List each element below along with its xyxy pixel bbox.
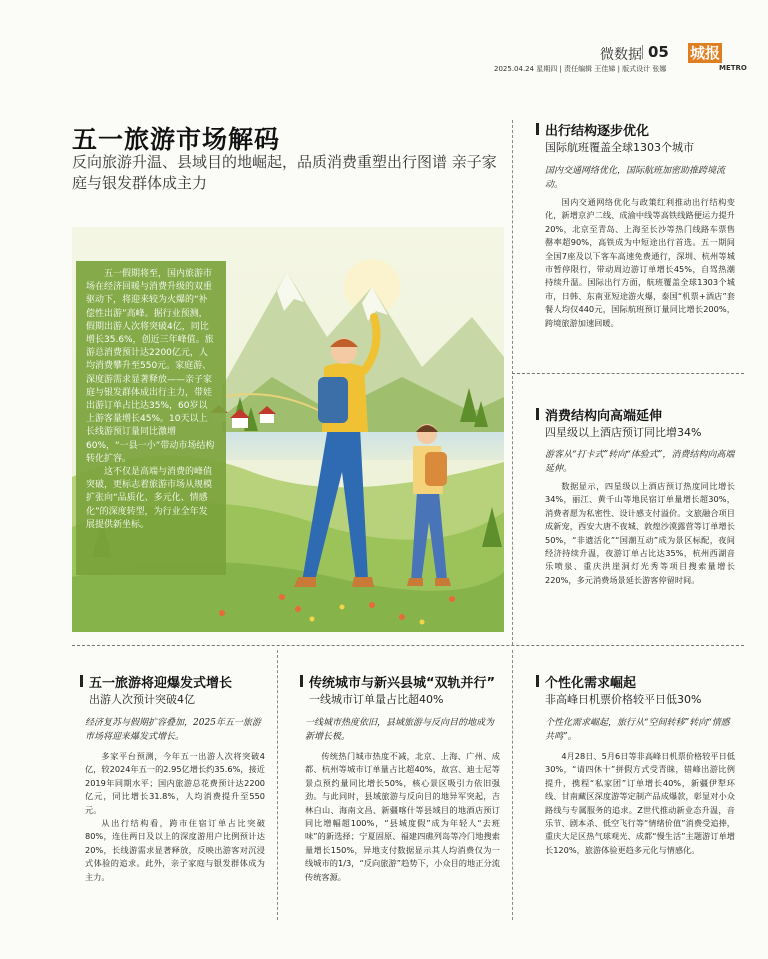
section-body bbox=[545, 480, 735, 587]
brand-badge: 城报 bbox=[689, 44, 720, 62]
section-lead: 一线城市热度依旧，县域旅游与反向目的地成为新增长极。 bbox=[305, 718, 495, 742]
section-heading: 五一旅游将迎爆发式增长 bbox=[89, 676, 233, 691]
section-heading: 传统城市与新兴县城“双轨并行” bbox=[309, 676, 496, 691]
page-number: 05 bbox=[648, 43, 669, 61]
intro-paragraph: 这不仅是高端与消费的峰值突破，更标志着旅游市场从规模扩张向“品质化、多元化、情感化”的深度转型，为行业全年发展提供新坐标。 bbox=[86, 467, 213, 530]
section-consumption-structure bbox=[536, 405, 736, 445]
section-marker bbox=[80, 675, 83, 687]
column-divider bbox=[277, 650, 278, 920]
section-heading: 出行结构逐步优化 bbox=[545, 124, 650, 139]
section-divider bbox=[72, 645, 744, 646]
header-meta: 2025.04.24 星期四 | 责任编辑 王佳娣 | 版式设计 张娜 bbox=[494, 65, 667, 73]
header-divider bbox=[642, 45, 643, 59]
section-dual-track bbox=[300, 672, 505, 712]
body-paragraph: 从出行结构看，跨市住宿订单占比突破80%，连住两日及以上的深度游用户比例预计达20%，长线游需求显著释放，反映出游客对沉浸式体验的追求。此外，亲子家庭与银发群体成为主力。 bbox=[85, 818, 265, 882]
intro-text bbox=[86, 268, 216, 532]
section-lead: 游客从“打卡式”转向“体验式”，消费结构向高端延伸。 bbox=[545, 450, 735, 474]
section-subheading: 四星级以上酒店预订同比增34% bbox=[545, 426, 702, 439]
section-marker bbox=[536, 675, 539, 687]
metro-label: METRO bbox=[719, 64, 747, 72]
section-body bbox=[305, 750, 500, 884]
section-heading: 消费结构向高端延伸 bbox=[545, 409, 663, 424]
section-subheading: 国际航班覆盖全球1303个城市 bbox=[545, 141, 694, 154]
section-subheading: 非高峰日机票价格较平日低30% bbox=[545, 693, 702, 706]
column-divider bbox=[512, 650, 513, 920]
section-subheading: 出游人次预计突破4亿 bbox=[89, 693, 195, 706]
section-heading: 个性化需求崛起 bbox=[545, 676, 637, 691]
section-marker bbox=[536, 123, 539, 135]
section-body bbox=[545, 196, 735, 330]
section-body bbox=[545, 750, 735, 857]
section-lead: 经济复苏与假期扩容叠加，2025年五一旅游市场将迎来爆发式增长。 bbox=[85, 718, 261, 742]
section-subheading: 一线城市订单量占比超40% bbox=[309, 693, 444, 706]
column-divider bbox=[512, 120, 513, 645]
body-paragraph: 国内交通网络优化与政策红利推动出行结构变化，新增京沪二线、成渝中线等高铁线路便运力提升20%，北京至青岛、上海至长沙等热门线路车票售罄率超90%，高铁成为中短途出行首选。五一期间全国7座及以下客车高速免费通行，深圳、杭州等城市暂停限行，带动周边游订单增长45%，自驾热潮持续升温。国际出行方面，航班覆盖全球1303个城市，日韩、东南亚短途游火爆，泰国“机票+酒店”套餐人均仅440元，国际航班预订量同比增长200%，跨境旅游加速回暖。 bbox=[545, 197, 735, 328]
section-lead: 国内交通网络优化，国际航班加密助推跨境流动。 bbox=[545, 166, 726, 190]
body-paragraph: 传统热门城市热度不减，北京、上海、广州、成都、杭州等城市订单量占比超40%，故宫、迪士尼等景点预约量同比增长50%，核心景区吸引力依旧强劲。与此同时，县域旅游与反向目的地异军突起，吉林白山、海南文昌、新疆喀什等县域目的地酒店预订同比增幅超100%，“县城度假”成为年轻人“去班味”的新选择；宁夏固原、福建四礁列岛等冷门地搜索量增长150%，异地支付数据显示其人均消费仅为一线城市的1/3，“反向旅游”趋势下，小众目的地正分流传统客源。 bbox=[305, 751, 500, 882]
section-marker bbox=[536, 408, 539, 420]
body-paragraph: 数据显示，四星级以上酒店预订热度同比增长34%，丽江、黄千山等地民宿订单量增长超30%，消费者愿为私密性、设计感支付溢价。文旅融合项目成新宠，西安大唐不夜城、敦煌沙漠露营等订单增长50%，“非遗活化”“国潮互动”成为景区标配，夜间经济持续升温，夜游订单占比达35%，杭州西湖音乐喷泉、重庆洪崖洞灯光秀等项目搜索量增长220%，多元消费场景延长游客停留时间。 bbox=[545, 481, 735, 585]
section-travel-structure bbox=[536, 120, 736, 160]
body-paragraph: 多家平台预测，今年五一出游人次将突破4亿，较2024年五一的2.95亿增长约35.6%，接近2019年同期水平；国内旅游总花费预计达2200亿元，同比增长31.8%，人均消费提升至550元。 bbox=[85, 751, 265, 815]
section-marker bbox=[300, 675, 303, 687]
publication-name: 微数据 bbox=[600, 47, 642, 63]
section-divider bbox=[512, 373, 744, 374]
section-personalized-demand bbox=[536, 672, 736, 712]
page-title: 五一旅游市场解码 bbox=[72, 125, 281, 154]
intro-paragraph: 五一假期将至，国内旅游市场在经济回暖与消费升级的双重驱动下，将迎来较为火爆的“补偿性出游”高峰。据行业预测，假期出游人次将突破4亿，同比增长35.6%，创近三年峰值。旅游总消费预计达2200亿元，人均消费攀升至550元。家庭游、深度游需求显著释放——亲子家庭与银发群体成出行主力，带娃出游订单占比达35%，60岁以上游客量增长45%。10天以上长线游预订量同比激增60%，“一县一小”带动市场结构转化扩容。 bbox=[86, 269, 215, 464]
section-may-day-growth bbox=[80, 672, 275, 712]
page-subtitle: 反向旅游升温、县域目的地崛起，品质消费重塑出行图谱 亲子家庭与银发群体成主力 bbox=[72, 153, 497, 192]
section-lead: 个性化需求崛起，旅行从“空间转移”转向“情感共鸣”。 bbox=[545, 718, 730, 742]
section-body bbox=[85, 750, 265, 884]
body-paragraph: 4月28日、5月6日等非高峰日机票价格较平日低30%，“请四休十”拼假方式受青睐，错峰出游比例提升，携程“私家团”订单增长40%，新疆伊犁环线、甘南藏区深度游等定制产品成爆款，彰显对小众路线与专属服务的追求。Z世代推动新业态升温，音乐节、剧本杀、低空飞行等“情绪价值”消费受追捧，重庆大足区热气球观光、成都“慢生活”主题游订单增长120%，旅游体验更趋多元化与情感化。 bbox=[545, 751, 735, 855]
